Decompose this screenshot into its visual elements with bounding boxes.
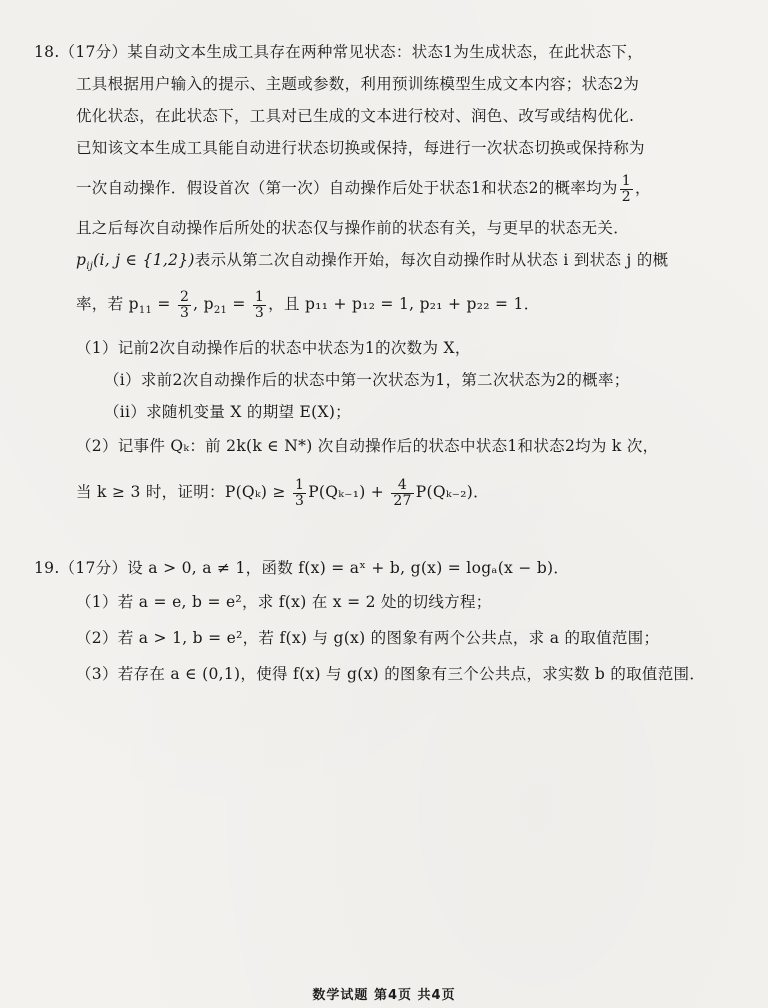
proof-middle: P(Qₖ₋₁) + — [308, 483, 390, 501]
q18-sub-1: （1）记前2次自动操作后的状态中状态为1的次数为 X， — [76, 339, 471, 357]
q19-line-1: 19.（17分）设 a > 0, a ≠ 1，函数 f(x) = aˣ + b, g(x) = logₐ(x − b)． — [34, 559, 570, 577]
q18-line-8 — [76, 286, 540, 329]
half-denominator: 2 — [621, 188, 631, 205]
p21-subscript: 21 — [213, 305, 228, 317]
q18-line-7 — [76, 250, 668, 277]
q18-line-8-pre: 率，若 p — [76, 295, 139, 313]
q19-sub-3: （3）若存在 a ∈ (0,1)，使得 f(x) 与 g(x) 的图象有三个公共点，求实数 b 的取值范围． — [76, 665, 706, 683]
q18-line-5-end: ， — [634, 179, 651, 197]
proof-fraction-2-denominator: 27 — [393, 492, 412, 509]
one-third-fraction — [253, 290, 266, 321]
q18-line-5-text: 一次自动操作．假设首次（第一次）自动操作后处于状态1和状态2的概率均为 — [76, 179, 618, 197]
p11-equals: = — [152, 295, 176, 313]
two-thirds-denominator: 3 — [179, 304, 190, 321]
proof-fraction-1-numerator: 1 — [294, 476, 305, 493]
q18-sub-2: （2）记事件 Qₖ：前 2k(k ∈ N*) 次自动操作后的状态中状态1和状态2均为 k 次， — [76, 437, 659, 455]
pij-symbol: p — [76, 251, 87, 269]
q19-sub-2: （2）若 a > 1, b = e²，若 f(x) 与 g(x) 的图象有两个公共点，求 a 的取值范围； — [76, 629, 660, 647]
q18-line-8-end: ，且 p₁₁ + p₁₂ = 1, p₂₁ + p₂₂ = 1． — [268, 295, 540, 313]
q18-line-3: 优化状态，在此状态下，工具对已生成的文本进行校对、润色、改写或结构优化. — [76, 107, 635, 125]
q18-line-6: 且之后每次自动操作后所处的状态仅与操作前的状态有关，与更早的状态无关． — [76, 219, 630, 237]
q18-line-5 — [76, 172, 651, 205]
q18-line-1: 18.（17分）某自动文本生成工具存在两种常见状态：状态1为生成状态，在此状态下， — [34, 43, 644, 61]
proof-fraction-2 — [391, 478, 413, 509]
proof-end: P(Qₖ₋₂)． — [415, 483, 489, 501]
q18-sub-1-i: （i）求前2次自动操作后的状态中第一次状态为1，第二次状态为2的概率； — [104, 371, 630, 389]
two-thirds-fraction — [178, 290, 191, 321]
proof-prefix: 当 k ≥ 3 时，证明：P(Qₖ) ≥ — [76, 483, 291, 501]
one-third-denominator: 3 — [254, 304, 265, 321]
half-fraction — [620, 174, 633, 205]
two-thirds-numerator: 2 — [179, 288, 190, 305]
p21-equals: = — [227, 295, 251, 313]
q18-line-7-text: 表示从第二次自动操作开始，每次自动操作时从状态 i 到状态 j 的概 — [194, 251, 669, 269]
p11-subscript: 11 — [138, 305, 153, 317]
q18-sub-1-ii: （ii）求随机变量 X 的期望 E(X)； — [104, 403, 351, 421]
proof-fraction-2-numerator: 4 — [391, 478, 413, 494]
q18-line-8-mid: , p — [193, 295, 214, 313]
proof-fraction-1 — [293, 478, 306, 509]
page-footer: 数学试题 第4页 共4页 — [312, 988, 456, 1003]
pij-subscript: ij — [86, 261, 94, 273]
one-third-numerator: 1 — [254, 288, 265, 305]
q19-sub-1: （1）若 a = e, b = e²，求 f(x) 在 x = 2 处的切线方程； — [76, 593, 492, 611]
half-numerator: 1 — [621, 172, 631, 189]
pij-condition: (i, j ∈ {1,2}) — [93, 251, 195, 269]
q18-line-4: 已知该文本生成工具能自动进行状态切换或保持，每进行一次状态切换或保持称为 — [76, 139, 645, 157]
q18-sub-2-proof — [76, 474, 489, 510]
q18-line-2: 工具根据用户输入的提示、主题或参数，利用预训练模型生成文本内容；状态2为 — [76, 75, 640, 93]
proof-fraction-1-denominator: 3 — [294, 492, 305, 509]
